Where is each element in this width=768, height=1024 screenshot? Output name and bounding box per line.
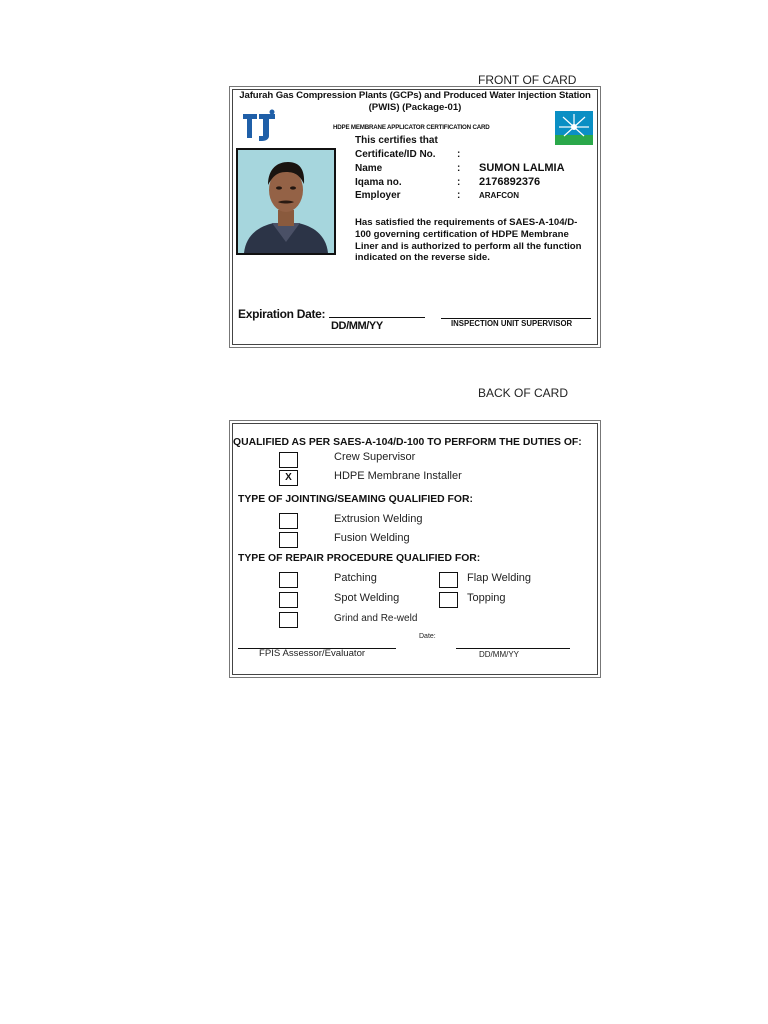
expiration-label: Expiration Date:	[238, 307, 326, 321]
date-signature-line	[456, 648, 570, 649]
aramco-logo-icon	[555, 111, 593, 145]
date-label: Date:	[419, 633, 436, 640]
front-of-card-label: FRONT OF CARD	[478, 73, 577, 87]
employer-sep: :	[457, 190, 461, 201]
name-label: Name	[355, 163, 383, 174]
flap-welding-label: Flap Welding	[467, 572, 531, 584]
expiration-date-format: DD/MM/YY	[331, 320, 383, 332]
card-header-line2: (PWIS) (Package-01)	[368, 102, 462, 113]
patching-label: Patching	[334, 572, 377, 584]
supervisor-label: INSPECTION UNIT SUPERVISOR	[451, 319, 573, 328]
card-title: HDPE MEMBRANE APPLICATOR CERTIFICATION CARD	[333, 124, 490, 131]
iqama-sep: :	[457, 177, 461, 188]
extrusion-welding-checkbox[interactable]	[279, 513, 298, 529]
spot-welding-label: Spot Welding	[334, 592, 400, 604]
certificate-id-sep: :	[457, 149, 461, 160]
topping-checkbox[interactable]	[439, 592, 458, 608]
certifies-text: This certifies that	[355, 135, 438, 146]
name-sep: :	[457, 163, 461, 174]
card-header-line1: Jafurah Gas Compression Plants (GCPs) and Produced Water Injection Station	[239, 90, 591, 101]
extrusion-welding-label: Extrusion Welding	[334, 513, 423, 525]
topping-label: Topping	[467, 592, 506, 604]
repair-heading: TYPE OF REPAIR PROCEDURE QUALIFIED FOR:	[238, 553, 481, 564]
assessor-label: FPIS Assessor/Evaluator	[259, 648, 366, 659]
grind-reweld-checkbox[interactable]	[279, 612, 298, 628]
crew-supervisor-label: Crew Supervisor	[334, 451, 416, 463]
name-value: SUMON LALMIA	[479, 162, 565, 174]
back-card	[232, 423, 598, 675]
spot-welding-checkbox[interactable]	[279, 592, 298, 608]
back-of-card-label: BACK OF CARD	[478, 386, 569, 400]
certificate-id-label: Certificate/ID No.	[355, 149, 436, 160]
iqama-label: Iqama no.	[355, 177, 402, 188]
membrane-installer-checkbox[interactable]: X	[279, 470, 298, 486]
back-date-format: DD/MM/YY	[479, 650, 519, 659]
grind-reweld-label: Grind and Re-weld	[334, 613, 418, 624]
fusion-welding-label: Fusion Welding	[334, 532, 410, 544]
certification-statement: Has satisfied the requirements of SAES-A-104/D-100 governing certification of HDPE Membrane Liner and is authorized to perform all the function indicated on the reverse side.	[355, 217, 582, 264]
expiration-signature-line	[329, 317, 425, 318]
crew-supervisor-checkbox[interactable]	[279, 452, 298, 468]
holder-photo	[236, 148, 336, 255]
patching-checkbox[interactable]	[279, 572, 298, 588]
employer-value: ARAFCON	[479, 191, 519, 200]
iqama-value: 2176892376	[479, 176, 541, 188]
employer-label: Employer	[355, 190, 401, 201]
duties-heading: QUALIFIED AS PER SAES-A-104/D-100 TO PERFORM THE DUTIES OF:	[233, 437, 582, 448]
fusion-welding-checkbox[interactable]	[279, 532, 298, 548]
jointing-heading: TYPE OF JOINTING/SEAMING QUALIFIED FOR:	[238, 494, 473, 505]
membrane-installer-label: HDPE Membrane Installer	[334, 470, 462, 482]
front-card	[232, 89, 598, 345]
flap-welding-checkbox[interactable]	[439, 572, 458, 588]
company-logo-icon	[239, 108, 279, 142]
